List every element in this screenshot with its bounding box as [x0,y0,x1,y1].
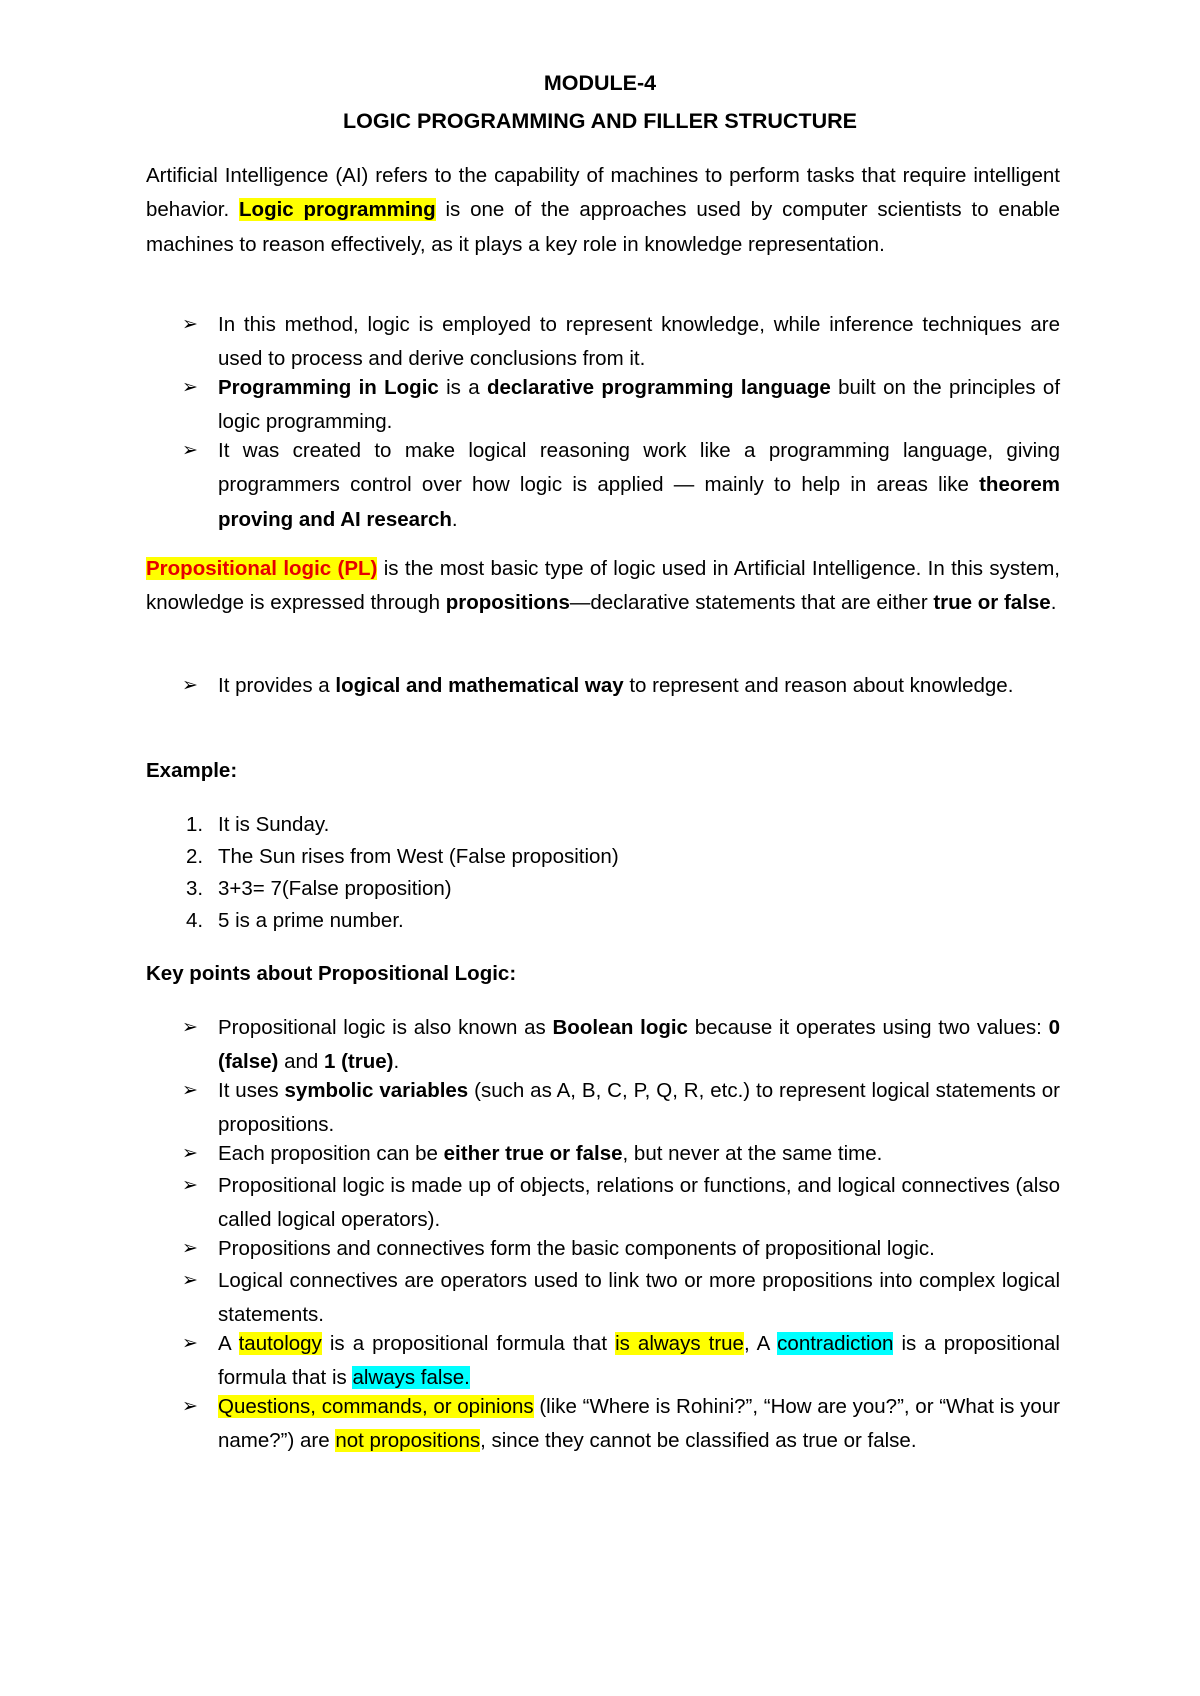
highlight-always-false: always false. [352,1366,470,1390]
example-heading: Example: [146,759,238,782]
example-text: 5 is a prime number. [218,909,404,932]
lp-bullet-3-bold: theorem proving and AI research [218,473,1060,531]
example-text: The Sun rises from West (False proposition) [218,845,619,868]
key-points-heading: Key points about Propositional Logic: [146,962,517,985]
arrow-bullet-icon: ➢ [182,1396,198,1417]
highlight-contradiction: contradiction [777,1332,894,1355]
key-point-bold: 0 (false) [218,1016,1061,1074]
key-point-2 [146,1074,1060,1143]
lp-bullet-1-text: In this method, logic is employed to represent knowledge, while inference techniques are used to process and derive conclusions from it. [218,313,1060,371]
key-point-bold: symbolic variables [284,1079,469,1102]
lp-bullet-2-bold-1: Programming in Logic [218,376,439,399]
example-item-4 [146,904,1060,938]
highlight-always-true: is always true [615,1332,744,1355]
key-point-text: is a propositional formula that [321,1332,616,1355]
key-point-text: A [218,1332,239,1355]
pl-intro-bold-true-false: true or false [933,591,1051,615]
key-point-text: because it operates using two values: [687,1016,1049,1039]
highlight-tautology: tautology [238,1332,322,1355]
key-point-4 [146,1169,1060,1238]
key-point-text: Logical connectives are operators used to link two or more propositions into complex logical statements. [218,1269,1060,1327]
example-item-3 [146,872,1060,906]
key-point-7 [146,1327,1060,1396]
key-point-text: Propositional logic is made up of objects, relations or functions, and logical connectives (also called logical operators). [218,1174,1060,1232]
module-title: MODULE-4 [543,71,657,95]
key-point-3 [146,1137,1060,1171]
pl-bullet-text-1: It provides a [218,674,336,697]
arrow-bullet-icon: ➢ [182,1270,198,1291]
example-number: 1. [186,813,204,836]
key-point-1 [146,1011,1060,1080]
pl-intro-highlight: Propositional logic (PL) [146,557,378,580]
key-point-text: is a propositional formula that is [218,1332,1060,1390]
key-point-text: , A [743,1332,778,1355]
pl-intro-text-2: —declarative statements that are either [569,591,934,615]
example-text: 3+3= 7(False proposition) [218,877,452,900]
lp-bullet-2-text-2: built on the principles of logic programming. [218,376,1061,434]
arrow-bullet-icon: ➢ [182,1333,198,1354]
key-point-5 [146,1232,1060,1266]
arrow-bullet-icon: ➢ [182,675,198,696]
arrow-bullet-icon: ➢ [182,1143,198,1164]
key-point-text: and [278,1050,324,1074]
pl-bullet-text-2: to represent and reason about knowledge. [623,674,1014,697]
key-point-6 [146,1264,1060,1333]
intro-paragraph [146,159,1060,262]
example-text: It is Sunday. [218,813,330,836]
pl-bullet-bold: logical and mathematical way [335,674,624,697]
lp-bullet-2 [146,371,1060,440]
key-point-text: Propositions and connectives form the basic components of propositional logic. [218,1237,935,1260]
example-item-1 [146,808,1060,842]
pl-intro-bold-propositions: propositions [445,591,570,615]
arrow-bullet-icon: ➢ [182,314,198,335]
arrow-bullet-icon: ➢ [182,377,198,398]
highlight-questions: Questions, commands, or opinions [218,1395,534,1418]
example-number: 4. [186,909,204,932]
highlight-not-propositions: not propositions [335,1429,481,1453]
key-point-text: Propositional logic is also known as [218,1016,553,1039]
example-number: 3. [186,877,204,900]
key-point-text: It uses [218,1079,285,1102]
pl-bullet [146,669,1060,703]
pl-intro-paragraph [146,552,1060,621]
intro-text-2: is one of the approaches used by computer scientists to enable machines to reason effectively, as it plays a key role in knowledge representation. [146,198,1060,256]
arrow-bullet-icon: ➢ [182,1017,198,1038]
arrow-bullet-icon: ➢ [182,1175,198,1196]
intro-highlight-logic-programming: Logic programming [239,198,436,222]
lp-bullet-2-text-1: is a [438,376,487,399]
lp-bullet-3-text-2: . [451,507,458,531]
intro-text-1: Artificial Intelligence (AI) refers to the capability of machines to perform tasks that require intelligent behavior. [146,164,1060,222]
arrow-bullet-icon: ➢ [182,440,198,461]
key-point-text: (like “Where is Rohini?”, “How are you?”, or “What is your name?”) are [218,1395,1060,1453]
arrow-bullet-icon: ➢ [182,1238,198,1259]
key-point-text: , since they cannot be classified as true or false. [480,1429,917,1453]
pl-intro-text-3: . [1050,591,1057,615]
lp-bullet-2-bold-2: declarative programming language [486,376,831,399]
key-point-text: . [393,1050,400,1074]
key-point-text: Each proposition can be [218,1142,444,1165]
key-point-text: , but never at the same time. [622,1142,883,1165]
key-point-8 [146,1390,1060,1459]
document-subtitle: LOGIC PROGRAMMING AND FILLER STRUCTURE [343,109,857,133]
example-number: 2. [186,845,204,868]
key-point-text: (such as A, B, C, P, Q, R, etc.) to represent logical statements or propositions. [218,1079,1060,1137]
lp-bullet-3 [146,434,1060,537]
key-point-bold: Boolean logic [552,1016,688,1039]
arrow-bullet-icon: ➢ [182,1080,198,1101]
lp-bullet-3-text-1: It was created to make logical reasoning work like a programming language, giving programmers control over how logic is applied — mainly to help in areas like [218,439,1060,497]
pl-intro-text-1: is the most basic type of logic used in Artificial Intelligence. In this system, knowledge is expressed through [146,557,1060,615]
lp-bullet-1 [146,308,1060,377]
key-point-bold: 1 (true) [324,1050,394,1074]
key-point-bold: either true or false [443,1142,623,1165]
example-item-2 [146,840,1060,874]
